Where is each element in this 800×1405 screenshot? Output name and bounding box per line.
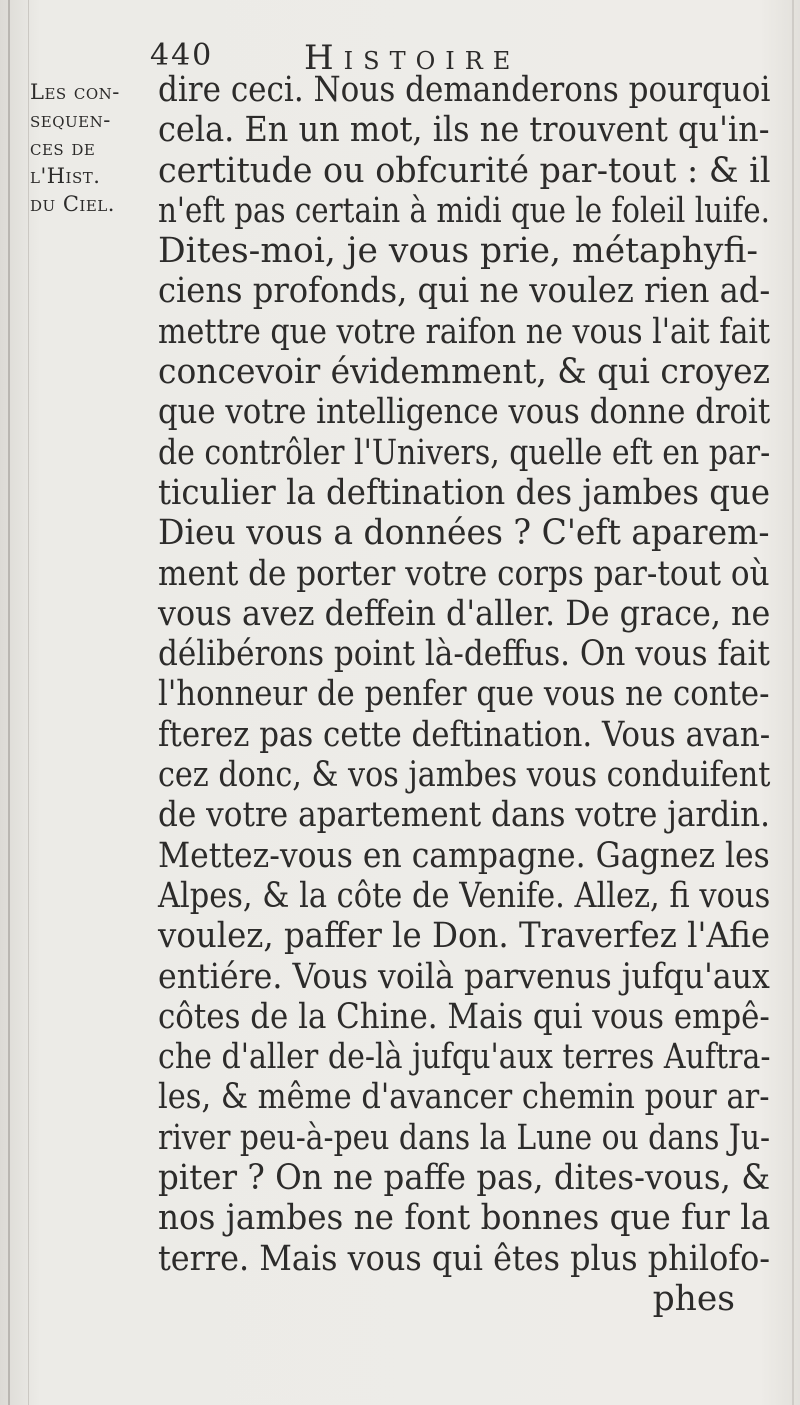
- text-line: l'honneur de penfer que vous ne conte-: [158, 674, 770, 715]
- text-line: Mettez-vous en campagne. Gagnez les: [158, 835, 770, 876]
- text-line: côtes de la Chine. Mais qui vous empê-: [158, 996, 770, 1037]
- margin-note-line: l'Hist.: [30, 164, 101, 188]
- margin-note-line: ces de: [30, 136, 96, 160]
- text-line: de contrôler l'Univers, quelle eft en par-: [158, 432, 771, 473]
- text-line: cez donc, & vos jambes vous conduifent: [158, 755, 771, 796]
- binding-edge: [8, 0, 10, 1405]
- body-text: [158, 70, 770, 1319]
- margin-note-line: Les con-: [30, 80, 120, 104]
- text-line: délibérons point là-deffus. On vous fait: [158, 634, 770, 675]
- text-line: river peu-à-peu dans la Lune ou dans Ju-: [158, 1117, 771, 1158]
- margin-note-line: sequen-: [30, 108, 111, 132]
- margin-note: [30, 78, 150, 218]
- text-line: entiére. Vous voilà parvenus jufqu'aux: [158, 956, 770, 997]
- text-line: de votre apartement dans votre jardin.: [158, 795, 771, 836]
- binding-shadow: [28, 0, 29, 1405]
- text-line: ciens profonds, qui ne voulez rien ad-: [158, 271, 771, 312]
- text-line: ment de porter votre corps par-tout où: [158, 553, 770, 594]
- catchword: phes: [652, 1278, 735, 1319]
- text-line: certitude ou obfcurité par-tout : & il: [158, 150, 771, 191]
- margin-note-line: du Ciel.: [30, 192, 115, 216]
- page-edge: [792, 0, 794, 1405]
- text-line: nos jambes ne font bonnes que fur la: [158, 1198, 771, 1239]
- text-line: cela. En un mot, ils ne trouvent qu'in-: [158, 110, 770, 151]
- page-number: 440: [150, 38, 214, 73]
- text-line: piter ? On ne paffe pas, dites-vous, &: [158, 1158, 771, 1199]
- text-line: dire ceci. Nous demanderons pourquoi: [158, 70, 771, 110]
- text-line: voulez, paffer le Don. Traverfez l'Afie: [158, 916, 771, 957]
- text-line: les, & même d'avancer chemin pour ar-: [158, 1077, 770, 1118]
- text-line: Dieu vous a données ? C'eft aparem-: [158, 513, 770, 554]
- text-line: fterez pas cette deftination. Vous avan-: [158, 714, 771, 755]
- text-line: vous avez deffein d'aller. De grace, ne: [158, 593, 771, 634]
- text-line: terre. Mais vous qui êtes plus philofo-: [158, 1238, 771, 1279]
- text-line: Dites-moi, je vous prie, métaphyfi-: [158, 231, 759, 272]
- text-line: n'eft pas certain à midi que le foleil luife.: [158, 190, 770, 231]
- text-line: Alpes, & la côte de Venife. Allez, fi vous: [158, 875, 771, 916]
- text-line: mettre que votre raifon ne vous l'ait fait: [158, 311, 771, 352]
- text-line: concevoir évidemment, & qui croyez: [158, 352, 770, 393]
- running-title: Histoire: [304, 38, 521, 78]
- text-line: che d'aller de-là jufqu'aux terres Auftra-: [158, 1037, 771, 1078]
- text-line: ticulier la deftination des jambes que: [158, 472, 771, 513]
- text-line: que votre intelligence vous donne droit: [158, 392, 771, 433]
